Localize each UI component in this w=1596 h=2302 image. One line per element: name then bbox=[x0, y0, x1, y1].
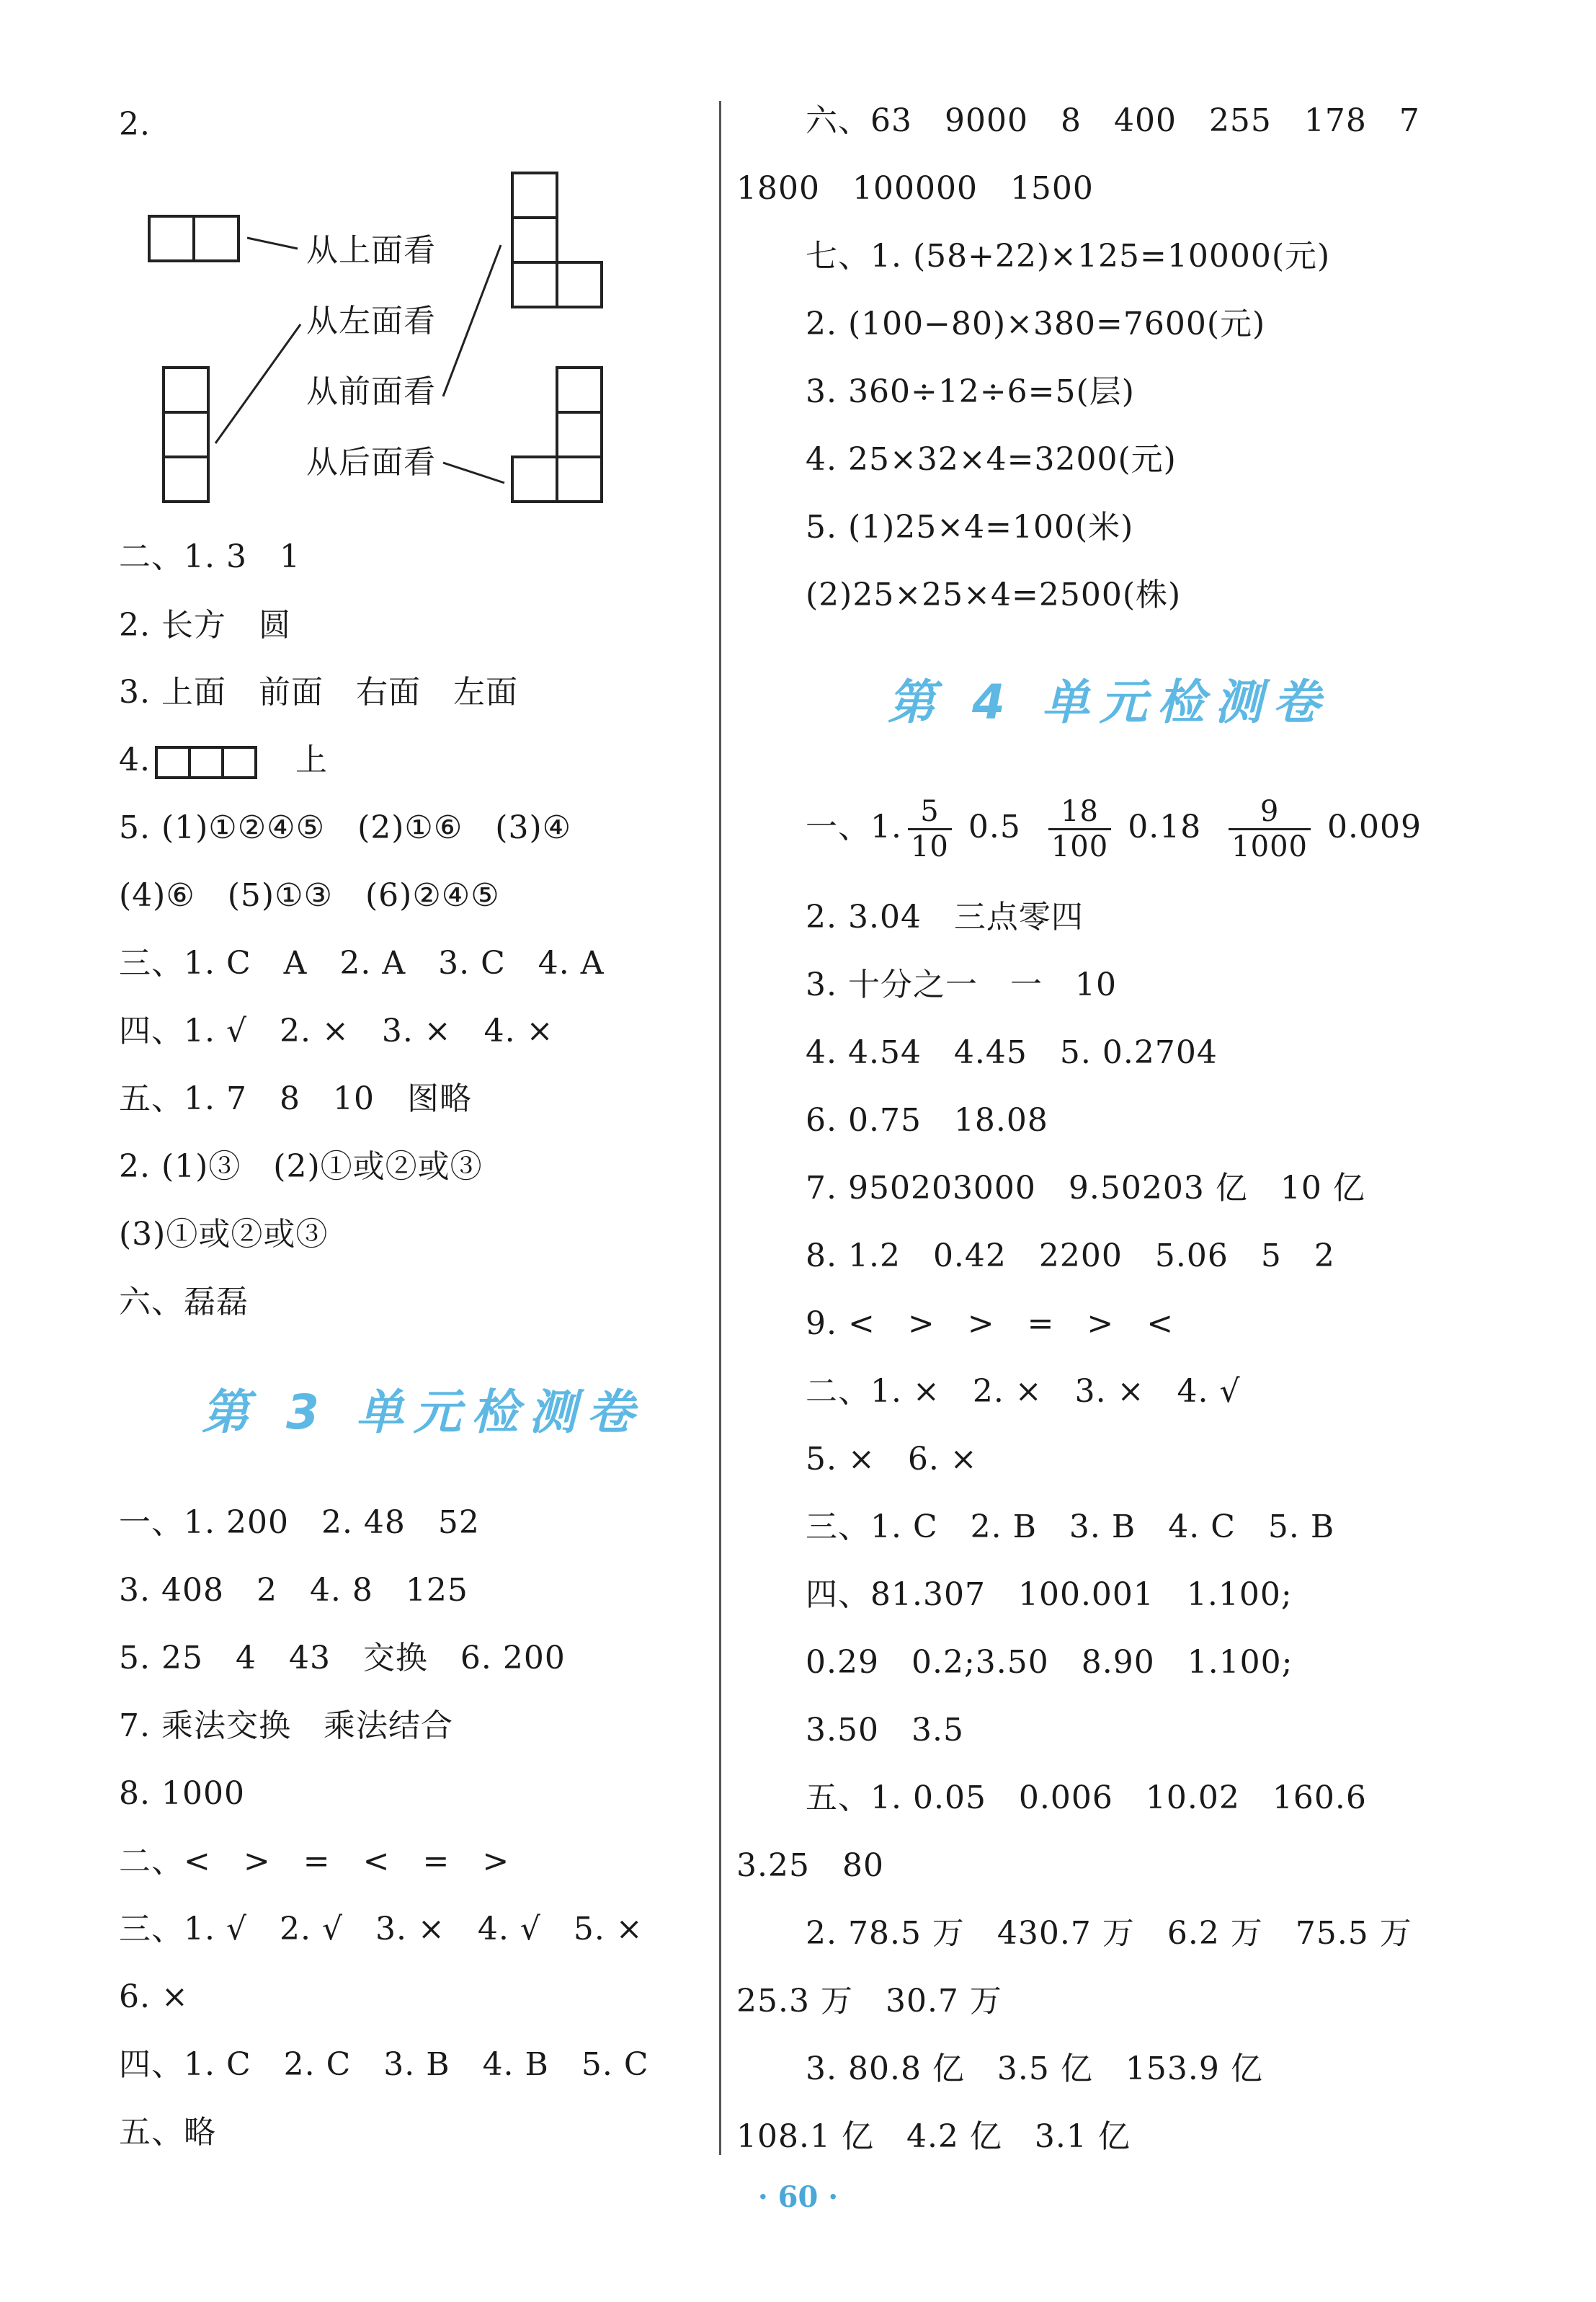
answer-line: 7. 950203000 9.50203 亿 10 亿 bbox=[806, 1170, 1365, 1206]
answer-line: 四、1. √ 2. × 3. × 4. × bbox=[119, 1013, 554, 1049]
answer-line: 3. 80.8 亿 3.5 亿 153.9 亿 bbox=[806, 2050, 1263, 2087]
left-view-shape bbox=[164, 368, 208, 502]
answer-line: 7. 乘法交换 乘法结合 bbox=[119, 1707, 453, 1744]
answer-line: 4. bbox=[119, 742, 151, 778]
answer-line: 五、1. 0.05 0.006 10.02 160.6 bbox=[806, 1779, 1367, 1816]
answer-line: 3.50 3.5 bbox=[806, 1712, 964, 1748]
answer-line: 5. (1)25×4=100(米) bbox=[806, 509, 1134, 546]
decimal-value: 0.009 bbox=[1327, 809, 1422, 845]
answer-line: 二、< > = < = > bbox=[119, 1843, 510, 1880]
answer-line: 2. (100−80)×380=7600(元) bbox=[806, 306, 1266, 342]
three-square-row-icon bbox=[155, 745, 263, 781]
answer-line: 2. (1)③ (2)①或②或③ bbox=[119, 1148, 483, 1185]
section-3-title: 第 3 单元检测卷 bbox=[202, 1385, 644, 1440]
answer-line: 二、1. 3 1 bbox=[119, 538, 300, 575]
answer-line: 五、略 bbox=[119, 2114, 216, 2151]
fraction bbox=[1048, 795, 1111, 863]
decimal-value: 0.5 bbox=[968, 809, 1021, 845]
connector-back bbox=[443, 463, 504, 483]
section-4-title: 第 4 单元检测卷 bbox=[888, 675, 1330, 730]
answer-line: 六、63 9000 8 400 255 178 7 bbox=[806, 102, 1420, 139]
answer-line: 3. 上面 前面 右面 左面 bbox=[119, 674, 518, 711]
answer-line: 二、1. × 2. × 3. × 4. √ bbox=[806, 1373, 1241, 1410]
answer-line: 5. 25 4 43 交换 6. 200 bbox=[119, 1640, 566, 1676]
answer-line: 8. 1.2 0.42 2200 5.06 5 2 bbox=[806, 1237, 1335, 1274]
answer-line: 三、1. C 2. B 3. B 4. C 5. B bbox=[806, 1508, 1335, 1545]
answer-line: 25.3 万 30.7 万 bbox=[736, 1983, 1002, 2019]
answer-line: 1800 100000 1500 bbox=[736, 170, 1094, 207]
top-view-shape bbox=[149, 216, 238, 261]
fraction-denominator: 1000 bbox=[1231, 830, 1308, 863]
answer-line: 2. 长方 圆 bbox=[119, 607, 291, 644]
front-view-shape bbox=[512, 173, 602, 307]
view-label-front: 从前面看 bbox=[306, 373, 436, 410]
answer-line: 六、磊磊 bbox=[119, 1284, 249, 1320]
fraction-numerator: 9 bbox=[1229, 795, 1311, 830]
page-number: · 60 · bbox=[757, 2180, 839, 2214]
answer-line: 108.1 亿 4.2 亿 3.1 亿 bbox=[736, 2118, 1131, 2155]
answer-line: 三、1. √ 2. √ 3. × 4. √ 5. × bbox=[119, 1911, 643, 1947]
answer-line: 2. 78.5 万 430.7 万 6.2 万 75.5 万 bbox=[806, 1915, 1412, 1952]
answer-line: 一、1. 200 2. 48 52 bbox=[119, 1504, 480, 1541]
answer-line: 四、1. C 2. C 3. B 4. B 5. C bbox=[119, 2046, 649, 2083]
back-view-shape bbox=[512, 368, 602, 502]
view-label-top: 从上面看 bbox=[306, 232, 436, 269]
connector-top bbox=[247, 238, 298, 249]
decimal-value: 0.18 bbox=[1128, 809, 1202, 845]
answer-line: 4. 4.54 4.45 5. 0.2704 bbox=[806, 1034, 1218, 1071]
answer-line: 3.25 80 bbox=[736, 1847, 884, 1884]
answer-line: 6. 0.75 18.08 bbox=[806, 1102, 1048, 1139]
answer-line: 5. × 6. × bbox=[806, 1441, 978, 1477]
answer-line: 3. 360÷12÷6=5(层) bbox=[806, 373, 1135, 410]
answer-line: 三、1. C A 2. A 3. C 4. A bbox=[119, 945, 605, 982]
fraction-numerator: 5 bbox=[908, 795, 952, 830]
answer-line: 4. 25×32×4=3200(元) bbox=[806, 441, 1177, 478]
answer-line: 8. 1000 bbox=[119, 1775, 245, 1812]
answer-line: (2)25×25×4=2500(株) bbox=[806, 577, 1182, 613]
fraction-answer-line bbox=[806, 788, 1422, 867]
question-2-label: 2. bbox=[119, 106, 151, 143]
connector-left bbox=[215, 324, 300, 443]
fraction bbox=[908, 795, 952, 863]
answer-line: (4)⑥ (5)①③ (6)②④⑤ bbox=[119, 877, 500, 914]
view-label-left: 从左面看 bbox=[306, 303, 436, 339]
answer-line: 0.29 0.2;3.50 8.90 1.100; bbox=[806, 1644, 1293, 1681]
answer-line: 5. (1)①②④⑤ (2)①⑥ (3)④ bbox=[119, 809, 572, 846]
answer-line: 四、81.307 100.001 1.100; bbox=[806, 1576, 1293, 1613]
fraction-denominator: 100 bbox=[1051, 830, 1109, 863]
connector-front bbox=[443, 245, 501, 396]
view-label-back: 从后面看 bbox=[306, 444, 436, 481]
fraction bbox=[1229, 795, 1311, 863]
answer-line: 上 bbox=[295, 742, 328, 778]
question-1-prefix: 一、1. bbox=[806, 809, 902, 845]
answer-line: 9. < > > = > < bbox=[806, 1305, 1174, 1342]
column-divider bbox=[719, 101, 721, 2155]
fraction-numerator: 18 bbox=[1048, 795, 1111, 830]
answer-line: 五、1. 7 8 10 图略 bbox=[119, 1080, 472, 1117]
answer-line: 七、1. (58+22)×125=10000(元) bbox=[806, 238, 1331, 275]
answer-line: 6. × bbox=[119, 1978, 189, 2015]
answer-line: 3. 十分之一 一 10 bbox=[806, 966, 1117, 1003]
answer-line: 3. 408 2 4. 8 125 bbox=[119, 1572, 468, 1609]
answer-line: (3)①或②或③ bbox=[119, 1216, 329, 1253]
fraction-denominator: 10 bbox=[910, 830, 949, 863]
answer-line: 2. 3.04 三点零四 bbox=[806, 899, 1084, 936]
